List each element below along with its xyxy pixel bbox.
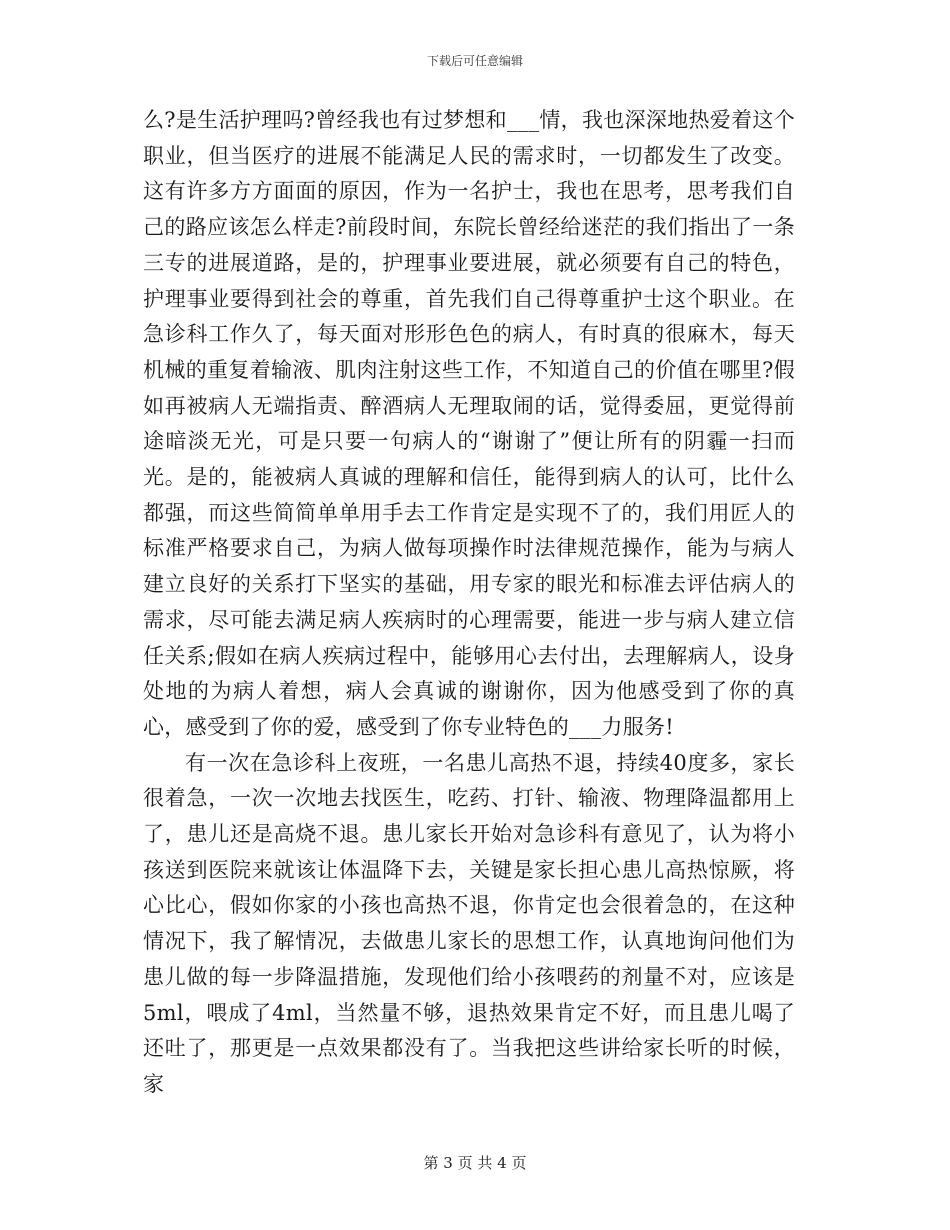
paragraph-night-shift: 有一次在急诊科上夜班，一名患儿高热不退，持续40度多，家长很着急，一次一次地去找医生，吃药、打针、输液、物理降温都用上了，患儿还是高烧不退。患儿家长开始对急诊科有意见了，认为将小孩送到医院来就该让体温降下去，关键是家长担心患儿高热惊厥，将心比心，假如你家的小孩也高热不退，你肯定也会很着急的，在这种情况下，我了解情况，去做患儿家长的思想工作，认真地询问他们为患儿做的每一步降温措施，发现他们给小孩喂药的剂量不对，应该是5ml，喂成了4ml，当然量不够，退热效果肯定不好，而且患儿喝了还吐了，那更是一点效果都没有了。当我把这些讲给家长听的时候，家 bbox=[143, 750, 795, 1096]
page-number: 第 3 页 共 4 页 bbox=[423, 1154, 527, 1172]
paragraph-continuation: 么?是生活护理吗?曾经我也有过梦想和___情，我也深深地热爱着这个职业，但当医疗的进展不能满足人民的需求时，一切都发生了改变。这有许多方方面面的原因，作为一名护士，我也在思考，思考我们自己的路应该怎么样走?前段时间，东院长曾经给迷茫的我们指出了一条三专的进展道路，是的，护理事业要进展，就必须要有自己的特色，护理事业要得到社会的尊重，首先我们自己得尊重护士这个职业。在急诊科工作久了，每天面对形形色色的病人，有时真的很麻木，每天机械的重复着输液、肌肉注射这些工作，不知道自己的价值在哪里?假如再被病人无端指责、醉酒病人无理取闹的话，觉得委屈，更觉得前途暗淡无光，可是只要一句病人的“谢谢了”便让所有的阴霾一扫而光。是的，能被病人真诚的理解和信任，能得到病人的认可，比什么都强，而这些简简单单用手去工作肯定是实现不了的，我们用匠人的标准严格要求自己，为病人做每项操作时法律规范操作，能为与病人建立良好的关系打下坚实的基础，用专家的眼光和标准去评估病人的需求，尽可能去满足病人疾病时的心理需要，能进一步与病人建立信任关系;假如在病人疾病过程中，能够用心去付出，去理解病人，设身处地的为病人着想，病人会真诚的谢谢你，因为他感受到了你的真心，感受到了你的爱，感受到了你专业特色的___力服务! bbox=[143, 108, 795, 739]
document-body bbox=[143, 103, 795, 1103]
page-header: 下载后可任意编辑 bbox=[426, 54, 523, 68]
